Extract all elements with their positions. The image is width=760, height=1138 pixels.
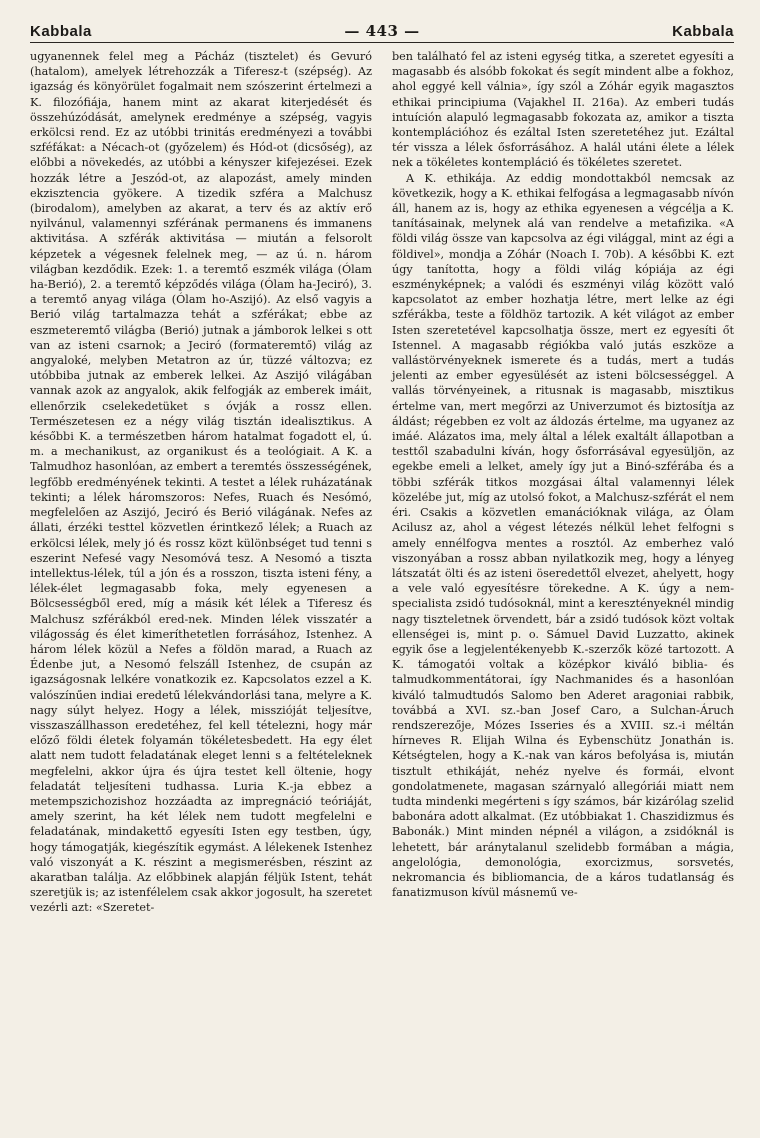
text-columns [30,49,734,916]
left-paragraph-1: ugyanennek felel meg a Pácház (tisztelet) és Gevuró (hatalom), amelyek létrehozzák a Tiferesz-t (szépség). Az igazság és könyörület fogalmait nem szószerint értelmezi a K. filozófiája, hanem mint az akarat kiterjedését és összehúzódását, amelynek eredménye a szépség, vagyis erkölcsi rend. Ez az utóbbi trinitás eredményezi a további szféfákat: a Nécach-ot (győzelem) és Hód-ot (dicsőség), az előbbi a növekedés, az utóbbi a kényszer kifejezései. Ezek hozzák létre a Jeszód-ot, az alapozást, amely minden ekzisztencia gyökere. A tizedik szféra a Malchusz (birodalom), amelyben az akarat, a terv és az aktív erő nyilvánul, valamennyi szférának permanens és immanens aktivitása. A szférák aktivitása — miután a felsorolt képzetek a végesnek felelnek meg, — az ú. n. három világban kezdődik. Ezek: 1. a teremtő eszmék világa (Ólam ha-Berió), 2. a teremtő képződés világa (Ólam ha-Jeciró), 3. a teremtő anyag világa (Ólam ho-Aszijó). Az első vagyis a Berió világ tartalmazza tehát a szférákat; ebbe az eszmeteremtő világba (Berió) jutnak a jámborok lelkei s ott van az isteni csarnok; a Jeciró (formateremtő) világ az angyaloké, melyben Metatron az úr, tüzzé változva; ez utóbbiba jutnak az emberek lelkei. Az Aszijó világában vannak azok az angyalok, akik felfogják az emberek imáit, ellenőrzik cselekedetüket s óvják a rossz ellen. Természetesen ez a négy világ tisztán idealisztikus. A későbbi K. a természetben három hatalmat fogadott el, ú. m. a mechanikust, az organikust és a teológiait. A K. a Talmudhoz hasonlóan, az embert a teremtés összességének, legfőbb eredményének tekinti. A testet a lélek ruházatának tekinti; a lélek háromszoros: Nefes, Ruach és Nesómó, megfelelően az Aszijó, Jeciró és Berió világának. Nefes az állati, érzéki testtel közvetlen érintkező lélek; a Ruach az erkölcsi lélek, mely jó és rossz közt különbséget tud tenni s eszerint Nefesé vagy Nesomóvá tesz. A Nesomó a tiszta intellektus-lélek, túl a jón és a rosszon, tiszta isteni fény, a lélek-élet legmagasabb foka, mely egyenesen a Bölcsességből ered, míg a másik két lélek a Tiferesz és Malchusz szférákból ered-nek. Minden lélek visszatér a világosság és élet kimeríthetetlen forrásához, Istenhez. A három lélek közül a Nefes a földön marad, a Ruach az Édenbe jut, a Nesomó felszáll Istenhez, de csupán az igazságosnak lelkére vonatkozik ez. Kapcsolatos ezzel a K. valószínűen indiai eredetű lélekvándorlási tana, melyre a K. nagy súlyt helyez. Hogy a lélek, misszióját teljesítve, visszaszállhasson eredetéhez, fel kell tételezni, hogy már előző földi életek folyamán tökéletesbedett. Ha egy élet alatt nem tudott feladatának eleget lenni s a feltételeknek megfelelni, akkor újra és újra testet kell öltenie, hogy feladatát teljesíteni tudhassa. Luria K.-ja ebbez a metempszichozishoz hozzáadta az impregnáció teóriáját, amely szerint, ha két lélek nem tudott megfelelni e feladatának, mindakettő egyesíti Isten egy testben, úgy, hogy támogatják, kiegészítik egymást. A lélekenek Istenhez való viszonyát a K. részint a megismerésben, részint az akaratban találja. Az előbbinek alapján féljük Istent, tehát szeretjük is; az istenfélelem csak akkor jogosult, ha szeretet vezérli azt: «Szeretet- [30,50,372,915]
right-column [392,49,734,916]
running-header [30,22,734,43]
right-paragraph-1: ben található fel az isteni egység titka, a szeretet egyesíti a magasabb és alsóbb fokokat és segít mindent albe a fokhoz, ahol eggyé kell válnia», így szól a Zóhár egyik magasztos ethikai principiuma (Vajakhel II. 216a). Az emberi tudás intuíción alapuló legmagasabb fokozata az, amikor a tiszta kontemplációhoz és ezáltal Isten szeretetéhez jut. Ezáltal tér vissza a lélek ősforrásához. A halál utáni élete a lélek nek a tökéletes kontempláció és tökéletes szeretet. [392,50,734,170]
header-left-title: Kabbala [30,23,92,40]
header-right-title: Kabbala [672,23,734,40]
page-number: — 443 — [344,22,420,40]
left-column [30,49,372,916]
right-paragraph-2: A K. ethikája. Az eddig mondottakból nemcsak az következik, hogy a K. ethikai felfogása a legmagasabb nívón áll, hanem az is, hogy az ethika egyenesen a végcélja a K. tanításainak, melynek alá van rendelve a metafizika. «A földi világ össze van kapcsolva az égi világgal, mint az égi a földivel», mondja a Zóhár (Noach I. 70b). A későbbi K. ezt úgy tanította, hogy a földi világ kópiája az égi eszményképnek; a valódi és eszményi világ között való kapcsolatot az ember hozhatja létre, mert lelke az égi szférákba, teste a földhöz tartozik. A két világot az ember Isten szeretetével kapcsolhatja össze, mert ez egyesíti őt Istennel. A magasabb régiókba való jutás eszköze a vallástörvényeknek ismerete és a tudás, mert a tudás jelenti az ember egyesülését az isteni bölcsességgel. A vallás törvényeinek, a ritusnak is magasabb, misztikus értelme van, mert megőrzi az Univerzumot és biztosítja az áldást; régebben ez volt az áldozás értelme, ma ugyanez az imáé. Alázatos ima, mely által a lélek exaltált állapotban a testtől szabadulni kíván, hogy ősforrásával egyesüljön, az egekbe emeli a lelket, amely így jut a Binó-szférába és a többi szférák titkos mozgásai által valamennyi lélek közelébe jut, míg az utolsó fokot, a Malchusz-szférát el nem éri. Csakis a közvetlen emanációknak világa, az Ólam Acilusz az, ahol a végest létezés nélkül lehet felfogni s amely ennélfogva mentes a rosztól. Az emberhez való viszonyában a rossz abban nyilatkozik meg, hogy a lényeg látszatát ölti és az isteni öseredettől elvezet, ahelyett, hogy a vele való egyesítésre törekedne. A K. úgy a nem-specialista zsidó tudósoknál, mint a keresztényeknél mindig nagy tiszteletnek örvendett, bár a zsidó tudósok közt voltak ellenségei is, mint p. o. Sámuel David Luzzatto, akinek egyik őse a legjelentékenyebb K.-szerzők közé tartozott. A K. támogatói voltak a középkor kiváló biblia- és talmudkommentátorai, így Nachmanides és a hasonlóan kiváló talmudtudós Salomo ben Aderet aragoniai rabbik, továbbá a XVI. sz.-ban Josef Caro, a Sulchan-Áruch rendszerezője, Mózes Isseries és a XVIII. sz.-i méltán hírneves R. Elijah Wilna és Eybenschütz Jonathán is. Kétségtelen, hogy a K.-nak van káros befolyása is, miután tisztult ethikáját, nehéz nyelve és formái, elvont gondolatmenete, magasan szárnyaló allegóriái miatt nem tudta mindenki megérteni s így számos, bár kizárólag szelid babonára adott alkalmat. (Ez utóbbiakat 1. Chaszidizmus és Babonák.) Mint minden népnél a világon, a zsidóknál is lehetett, bár aránytalanul szelidebb formában a mágia, angelológia, demonológia, exorcizmus, sorsvetés, nekromancia és bibliomancia, de a káros tudatlanság és fanatizmuson kívül másnemű ve- [392,171,734,900]
